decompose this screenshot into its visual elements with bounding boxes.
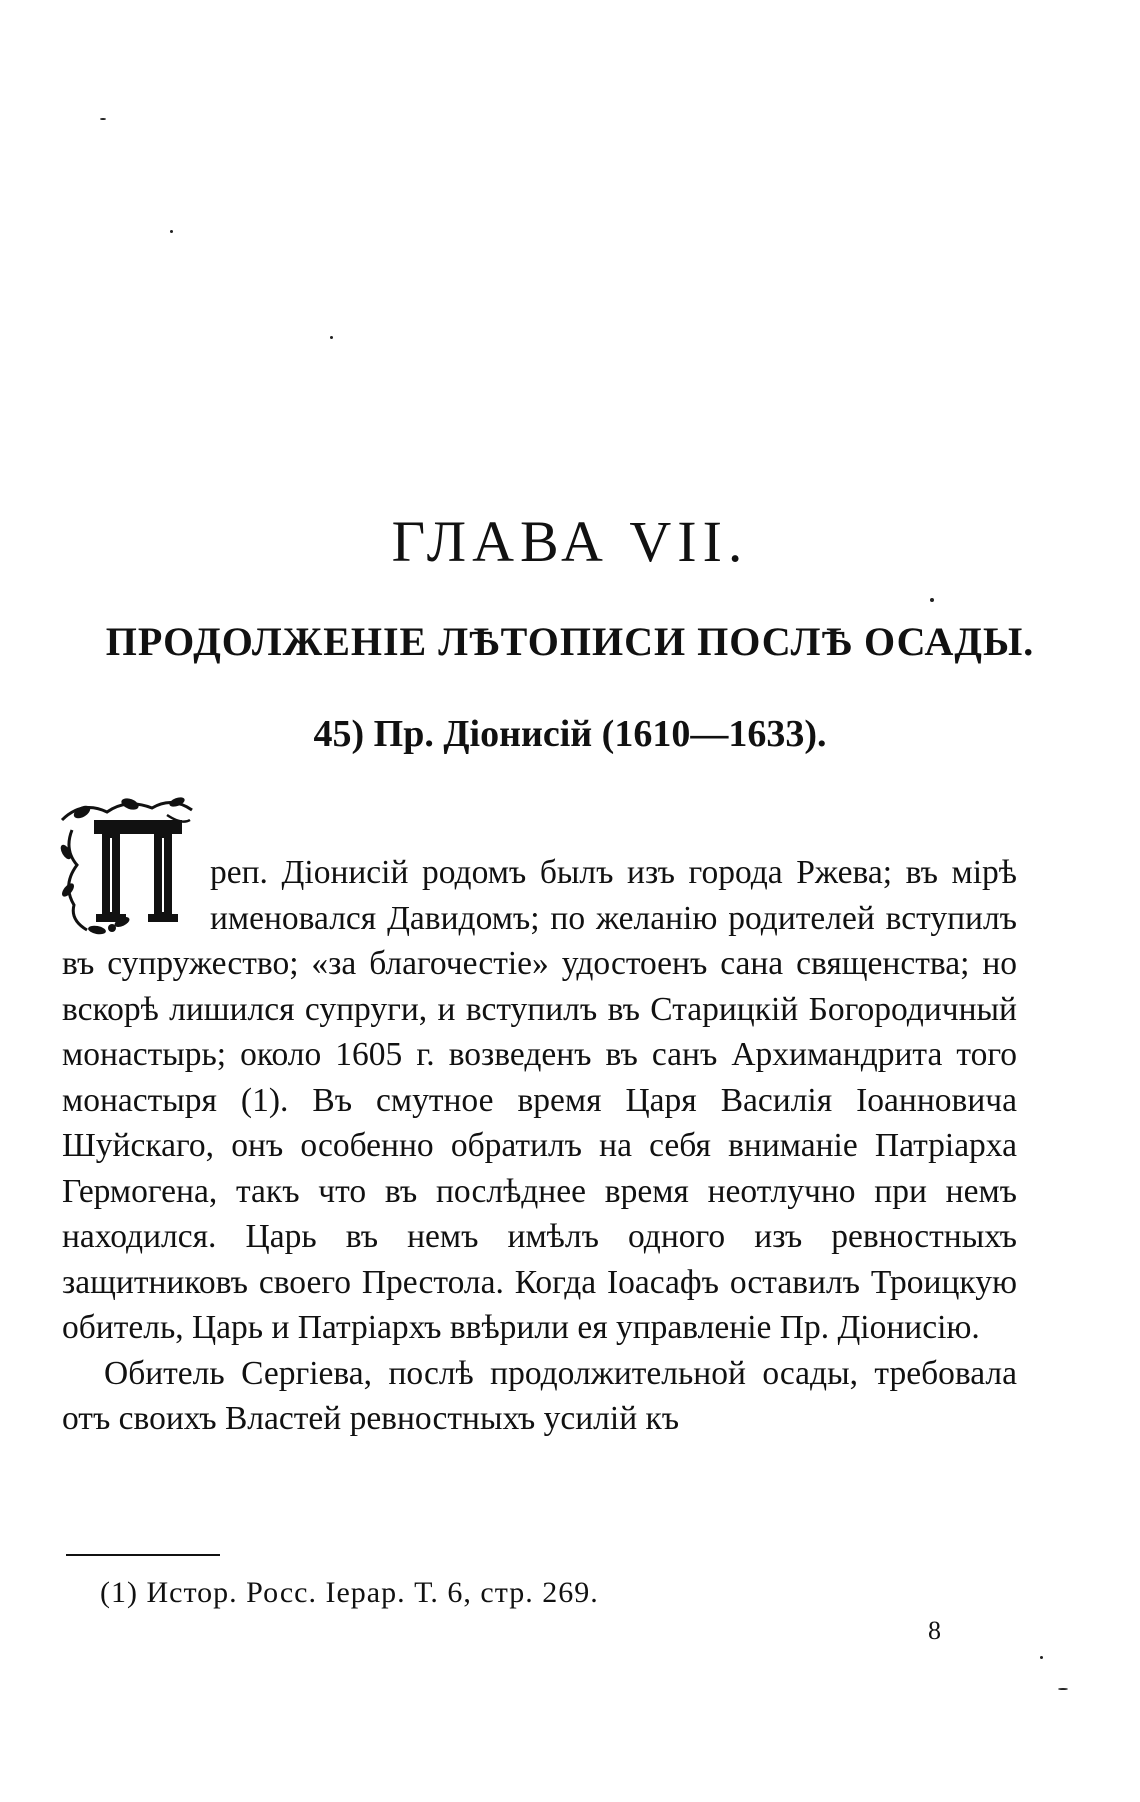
paragraph-first (62, 850, 1017, 1351)
footnote-divider (66, 1554, 220, 1556)
page-number: 8 (928, 1616, 941, 1645)
ornamental-drop-cap-icon (52, 790, 202, 940)
chapter-subtitle: ПРОДОЛЖЕНІЕ ЛѢТОПИСИ ПОСЛѢ ОСАДЫ. (105, 619, 1035, 664)
scan-speck (170, 230, 173, 233)
scan-speck (100, 118, 106, 120)
section-heading: 45) Пр. Діонисій (1610—1633). (313, 713, 827, 755)
paragraph-first-text: реп. Діонисій родомъ былъ изъ города Ржева; въ мірѣ именовался Давидомъ; по желанію родителей вступилъ въ супружество; «за благочестіе» удостоенъ сана священства; но вскорѣ лишился супруги, и вступилъ въ Старицкій Богородичный монастырь; около 1605 г. возведенъ въ санъ Архимандрита того монастыря (1). Въ смутное время Царя Василія Іоанновича Шуйскаго, онъ особенно обратилъ на себя вниманіе Патріарха Гермогена, такъ что въ послѣднее время неотлучно при немъ находился. Царь въ немъ имѣлъ одного изъ ревностныхъ защитниковъ своего Престола. Когда Іоасафъ оставилъ Троицкую обитель, Царь и Патріархъ ввѣрили ея управленіе Пр. Діонисію. (62, 854, 1017, 1346)
scan-speck (330, 336, 333, 339)
scan-speck (930, 598, 934, 602)
chapter-title: ГЛАВА VII. (391, 509, 749, 574)
scan-speck (1040, 1656, 1043, 1659)
scan-speck (1058, 1688, 1068, 1690)
footnote: (1) Истор. Росс. Іерар. Т. 6, стр. 269. (100, 1576, 599, 1609)
body-text (62, 850, 1017, 1442)
paragraph-second: Обитель Сергіева, послѣ продолжительной осады, требовала отъ своихъ Властей ревностныхъ усилій къ (62, 1354, 1017, 1437)
